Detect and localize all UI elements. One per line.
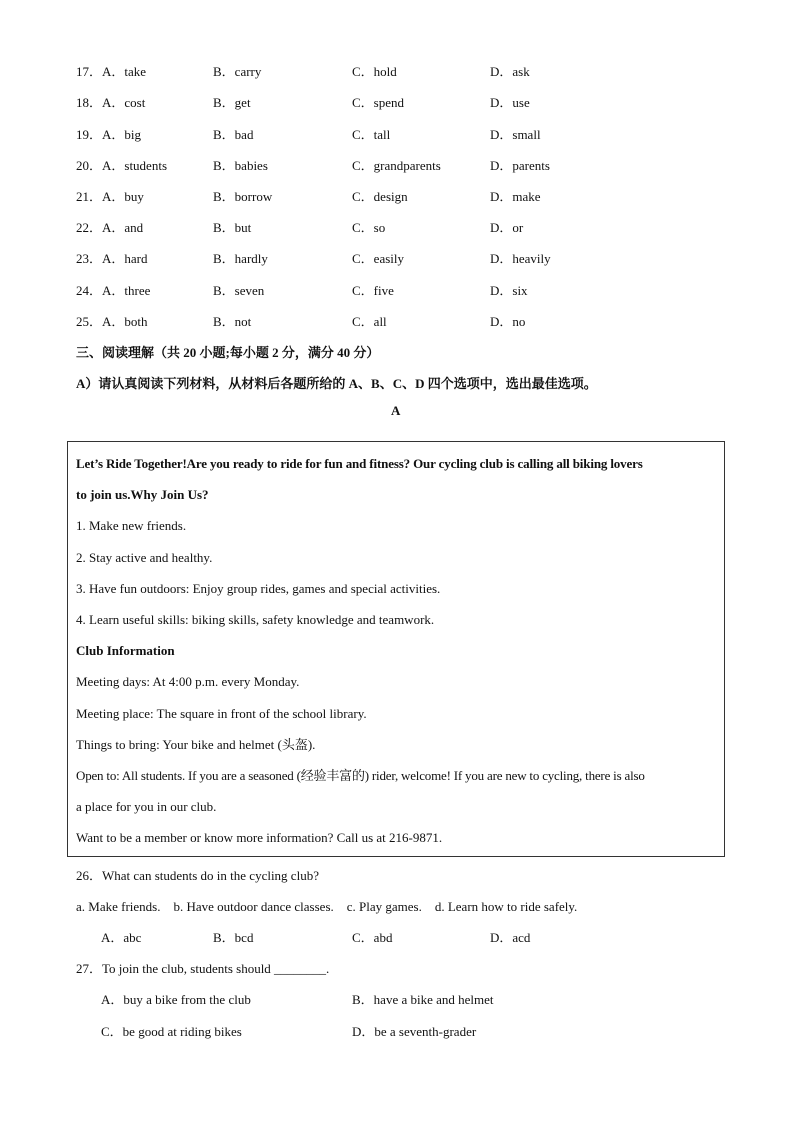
contact-line: Want to be a member or know more information? Call us at 216-9871. — [76, 830, 443, 845]
option-c: C．abd — [352, 930, 393, 945]
question-number: 25． — [76, 314, 103, 329]
option-a: A．buy a bike from the club — [101, 992, 251, 1007]
passage-label: A — [391, 403, 401, 418]
option-b: B．babies — [213, 158, 268, 173]
option-a: A．both — [102, 314, 148, 329]
option-c: C．so — [352, 220, 386, 235]
option-d: D．acd — [490, 930, 531, 945]
option-a: A．and — [102, 220, 144, 235]
option-d: D．no — [490, 314, 526, 329]
option-a: A．buy — [102, 189, 144, 204]
option-d: D．small — [490, 127, 541, 142]
option-b: B．but — [213, 220, 252, 235]
question-number: 21． — [76, 189, 103, 204]
option-a: A．cost — [102, 95, 146, 110]
option-a: A．hard — [102, 251, 148, 266]
option-d: D．use — [490, 95, 530, 110]
option-c: C．easily — [352, 251, 404, 266]
question-26-items: a. Make friends. b. Have outdoor dance classes. c. Play games. d. Learn how to ride safely. — [76, 899, 578, 914]
option-c: C．spend — [352, 95, 405, 110]
passage-title-line1: Let’s Ride Together!Are you ready to ride for fun and fitness? Our cycling club is calling all biking lovers — [76, 456, 643, 471]
option-d: D．heavily — [490, 251, 551, 266]
option-b: B．hardly — [213, 251, 268, 266]
option-a: A．take — [102, 64, 147, 79]
option-b: B．bad — [213, 127, 254, 142]
question-number: 24． — [76, 283, 103, 298]
option-c: C．tall — [352, 127, 391, 142]
option-d: D．parents — [490, 158, 550, 173]
question-26-stem: 26．What can students do in the cycling club? — [76, 868, 319, 883]
question-number: 17． — [76, 64, 103, 79]
option-a: A．abc — [101, 930, 142, 945]
option-d: D．or — [490, 220, 524, 235]
reason-item: 4. Learn useful skills: biking skills, safety knowledge and teamwork. — [76, 612, 435, 627]
option-b: B．seven — [213, 283, 265, 298]
option-d: D．six — [490, 283, 528, 298]
option-b: B．not — [213, 314, 252, 329]
option-a: A．students — [102, 158, 168, 173]
option-a: A．big — [102, 127, 142, 142]
option-c: C．be good at riding bikes — [101, 1024, 242, 1039]
option-d: D．ask — [490, 64, 530, 79]
option-b: B．get — [213, 95, 251, 110]
option-c: C．five — [352, 283, 394, 298]
option-b: B．borrow — [213, 189, 273, 204]
option-a: A．three — [102, 283, 151, 298]
question-number: 18． — [76, 95, 103, 110]
option-c: C．all — [352, 314, 387, 329]
section-instruction: A）请认真阅读下列材料，从材料后各题所给的 A、B、C、D 四个选项中，选出最佳选项。 — [76, 376, 597, 391]
passage-title-line2: to join us.Why Join Us? — [76, 487, 209, 502]
question-27-stem: 27．To join the club, students should ________. — [76, 961, 330, 976]
option-d: D．be a seventh-grader — [352, 1024, 477, 1039]
club-info-heading: Club Information — [76, 643, 175, 658]
open-to-line2: a place for you in our club. — [76, 799, 217, 814]
option-b: B．have a bike and helmet — [352, 992, 494, 1007]
question-number: 22． — [76, 220, 103, 235]
things-to-bring: Things to bring: Your bike and helmet (头盔). — [76, 737, 316, 752]
meeting-days: Meeting days: At 4:00 p.m. every Monday. — [76, 674, 300, 689]
question-number: 23． — [76, 251, 103, 266]
option-d: D．make — [490, 189, 541, 204]
open-to-line1: Open to: All students. If you are a seasoned (经验丰富的) rider, welcome! If you are new to cycling, there is also — [76, 768, 645, 783]
option-b: B．carry — [213, 64, 262, 79]
meeting-place: Meeting place: The square in front of the school library. — [76, 706, 367, 721]
reason-item: 2. Stay active and healthy. — [76, 550, 213, 565]
option-c: C．grandparents — [352, 158, 441, 173]
option-b: B．bcd — [213, 930, 254, 945]
question-number: 20． — [76, 158, 103, 173]
reason-item: 3. Have fun outdoors: Enjoy group rides, games and special activities. — [76, 581, 441, 596]
option-c: C．hold — [352, 64, 397, 79]
reason-item: 1. Make new friends. — [76, 518, 187, 533]
section-heading: 三、阅读理解（共 20 小题;每小题 2 分，满分 40 分） — [76, 345, 380, 360]
option-c: C．design — [352, 189, 408, 204]
question-number: 19． — [76, 127, 103, 142]
